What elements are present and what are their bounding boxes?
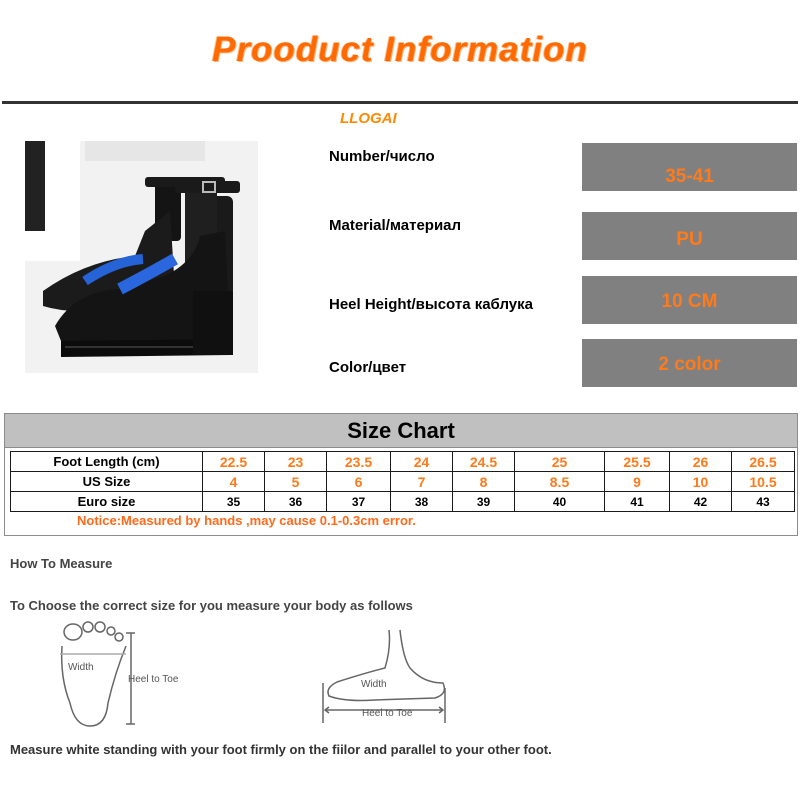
table-row xyxy=(11,472,795,492)
table-cell: 26 xyxy=(670,452,732,472)
spec-value-heel-height xyxy=(582,276,797,324)
page-title: Prooduct Information xyxy=(212,30,588,69)
product-image xyxy=(25,141,258,373)
table-cell: 10.5 xyxy=(732,472,795,492)
how-to-measure-heading: How To Measure xyxy=(10,556,113,571)
table-cell: 25.5 xyxy=(605,452,670,472)
fig1-length-label: Heel to Toe xyxy=(128,674,179,685)
table-cell: 6 xyxy=(327,472,391,492)
table-cell: 8.5 xyxy=(515,472,605,492)
table-cell: 26.5 xyxy=(732,452,795,472)
table-cell: 41 xyxy=(605,492,670,512)
table-cell: 25 xyxy=(515,452,605,472)
table-row xyxy=(11,452,795,472)
spec-value-material-text: PU xyxy=(676,229,703,250)
row-header-euro-size: Euro size xyxy=(11,492,203,512)
spec-value-material xyxy=(582,212,797,260)
size-chart-notice: Notice:Measured by hands ,may cause 0.1-0.3cm error. xyxy=(77,513,416,528)
table-cell: 37 xyxy=(327,492,391,512)
table-cell: 7 xyxy=(391,472,453,492)
table-cell: 36 xyxy=(265,492,327,512)
table-cell: 38 xyxy=(391,492,453,512)
fig1-width-label: Width xyxy=(68,662,94,673)
spec-label-number: Number/число xyxy=(329,148,435,165)
table-cell: 9 xyxy=(605,472,670,492)
foot-top-diagram xyxy=(40,618,220,730)
row-header-us-size: US Size xyxy=(11,472,203,492)
measure-footer-note: Measure white standing with your foot firmly on the fiilor and parallel to your other foot. xyxy=(10,742,552,757)
table-cell: 43 xyxy=(732,492,795,512)
table-cell: 24 xyxy=(391,452,453,472)
spec-label-color: Color/цвет xyxy=(329,359,407,376)
spec-value-color-text: 2 color xyxy=(658,354,721,375)
brand-label: LLOGAI xyxy=(340,110,397,127)
table-cell: 23 xyxy=(265,452,327,472)
table-cell: 35 xyxy=(203,492,265,512)
table-cell: 10 xyxy=(670,472,732,492)
table-cell: 4 xyxy=(203,472,265,492)
table-cell: 40 xyxy=(515,492,605,512)
table-row xyxy=(11,492,795,512)
spec-value-heel-height-text: 10 CM xyxy=(661,291,718,312)
table-cell: 24.5 xyxy=(453,452,515,472)
table-cell: 5 xyxy=(265,472,327,492)
table-cell: 23.5 xyxy=(327,452,391,472)
spec-value-number-text: 35-41 xyxy=(665,166,714,187)
spec-label-material: Material/материал xyxy=(329,217,462,234)
size-chart-title: Size Chart xyxy=(5,414,797,448)
row-header-foot-length: Foot Length (cm) xyxy=(11,452,203,472)
table-cell: 22.5 xyxy=(203,452,265,472)
spec-value-number xyxy=(582,143,797,191)
table-cell: 42 xyxy=(670,492,732,512)
fig2-width-label: Width xyxy=(361,679,387,690)
title-divider xyxy=(2,101,798,104)
spec-label-heel-height: Heel Height/высота каблука xyxy=(329,296,533,313)
measure-instruction: To Choose the correct size for you measure your body as follows xyxy=(10,598,413,613)
spec-value-color xyxy=(582,339,797,387)
foot-side-diagram xyxy=(315,628,460,723)
size-table xyxy=(10,451,795,512)
size-chart xyxy=(4,413,798,536)
fig2-length-label: Heel to Toe xyxy=(362,708,413,719)
table-cell: 39 xyxy=(453,492,515,512)
table-cell: 8 xyxy=(453,472,515,492)
